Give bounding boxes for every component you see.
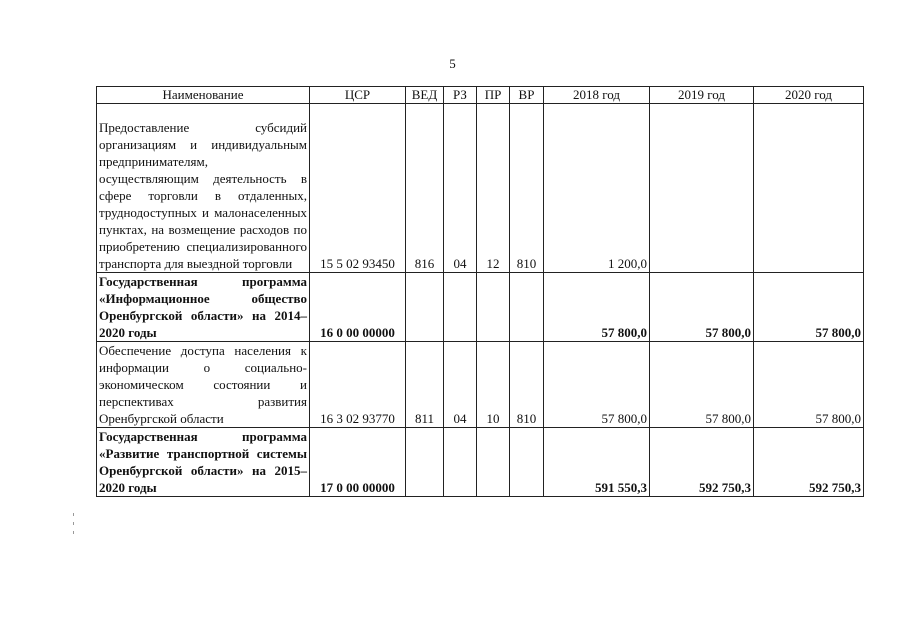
table-row — [97, 104, 864, 273]
row-csr: 16 3 02 93770 — [310, 342, 406, 428]
table-row — [97, 273, 864, 342]
header-rz: РЗ — [444, 87, 477, 104]
row-name: Государственная программа «Развитие транспортной системы Оренбургской области» на 2015–2020 годы — [97, 428, 310, 497]
row-vr: 810 — [510, 104, 544, 273]
row-rz: 04 — [444, 342, 477, 428]
row-2018: 57 800,0 — [544, 342, 650, 428]
row-2019 — [650, 104, 754, 273]
row-2018: 591 550,3 — [544, 428, 650, 497]
header-vr: ВР — [510, 87, 544, 104]
row-2020: 592 750,3 — [754, 428, 864, 497]
table-row — [97, 428, 864, 497]
row-ved — [406, 428, 444, 497]
row-name: Обеспечение доступа населения к информации о социально-экономическом состоянии и перспективах развития Оренбургской области — [97, 342, 310, 428]
header-csr: ЦСР — [310, 87, 406, 104]
scan-artifact-mark — [73, 522, 74, 525]
header-2019: 2019 год — [650, 87, 754, 104]
row-pr — [477, 428, 510, 497]
header-2020: 2020 год — [754, 87, 864, 104]
row-2019: 592 750,3 — [650, 428, 754, 497]
row-vr — [510, 428, 544, 497]
row-ved — [406, 273, 444, 342]
page-number: 5 — [449, 56, 456, 71]
row-2020 — [754, 104, 864, 273]
row-2020: 57 800,0 — [754, 342, 864, 428]
row-csr: 15 5 02 93450 — [310, 104, 406, 273]
budget-table — [96, 86, 864, 497]
row-vr — [510, 273, 544, 342]
header-2018: 2018 год — [544, 87, 650, 104]
row-pr: 10 — [477, 342, 510, 428]
row-rz — [444, 273, 477, 342]
row-pr: 12 — [477, 104, 510, 273]
header-ved: ВЕД — [406, 87, 444, 104]
row-vr: 810 — [510, 342, 544, 428]
row-ved: 816 — [406, 104, 444, 273]
table-row — [97, 342, 864, 428]
row-pr — [477, 273, 510, 342]
row-2019: 57 800,0 — [650, 342, 754, 428]
row-2018: 1 200,0 — [544, 104, 650, 273]
row-csr: 16 0 00 00000 — [310, 273, 406, 342]
row-csr: 17 0 00 00000 — [310, 428, 406, 497]
scan-artifact-mark — [73, 531, 74, 534]
row-ved: 811 — [406, 342, 444, 428]
row-rz — [444, 428, 477, 497]
header-pr: ПР — [477, 87, 510, 104]
row-2020: 57 800,0 — [754, 273, 864, 342]
row-rz: 04 — [444, 104, 477, 273]
row-2019: 57 800,0 — [650, 273, 754, 342]
row-name: Предоставление субсидий организациям и индивидуальным предпринимателям, осуществляющим деятельность в сфере торговли в отдаленных, труднодоступных и малонаселенных пунктах, на возмещение расходов по приобретению специализированного транспорта для выездной торговли — [97, 104, 310, 273]
scan-artifact-mark — [73, 513, 74, 516]
header-name: Наименование — [97, 87, 310, 104]
row-2018: 57 800,0 — [544, 273, 650, 342]
row-name: Государственная программа «Информационное общество Оренбургской области» на 2014–2020 годы — [97, 273, 310, 342]
table-header-row — [97, 87, 864, 104]
